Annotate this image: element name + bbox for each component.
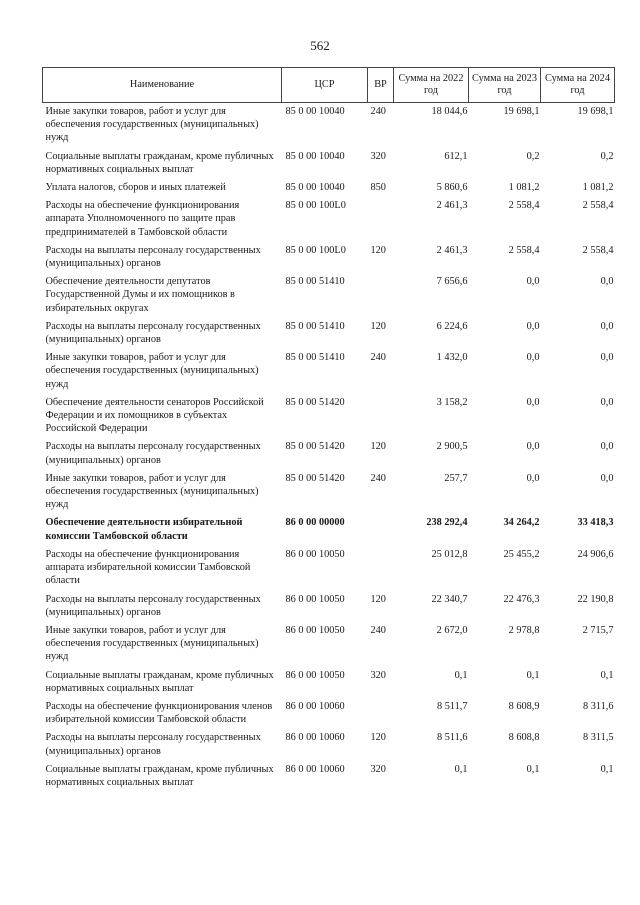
row-vr: 120 — [370, 732, 386, 744]
row-sum-2024: 0,0 — [600, 276, 614, 288]
row-csr: 86 0 00 10060 — [285, 700, 345, 712]
row-name: Расходы на обеспечение функционирования членов избирательной комиссии Тамбовской области — [45, 700, 273, 726]
row-name: Расходы на выплаты персоналу государственных (муниципальных) органов — [45, 441, 261, 466]
row-csr: 85 0 00 10040 — [285, 106, 345, 117]
budget-table — [42, 67, 615, 794]
table-row — [43, 763, 615, 794]
table-row — [43, 351, 615, 396]
row-sum-2023: 8 608,8 — [508, 732, 540, 744]
row-name: Уплата налогов, сборов и иных платежей — [45, 182, 226, 194]
row-csr: 85 0 00 51420 — [285, 396, 345, 408]
table-header-row — [43, 68, 615, 103]
table-row — [43, 700, 615, 731]
row-vr — [368, 548, 394, 593]
row-name: Расходы на обеспечение функционирования аппарата избирательной комиссии Тамбовской области — [45, 548, 251, 587]
row-sum-2023: 0,0 — [526, 320, 540, 332]
row-sum-2024: 0,0 — [600, 441, 614, 453]
table-row — [43, 516, 615, 547]
row-sum-2024: 0,0 — [600, 352, 614, 364]
row-name: Иные закупки товаров, работ и услуг для обеспечения государственных (муниципальных) нужд — [45, 472, 259, 511]
row-sum-2024: 22 190,8 — [577, 593, 614, 605]
header-vr: ВР — [368, 68, 394, 103]
row-sum-2022: 8 511,7 — [436, 700, 468, 712]
row-csr: 85 0 00 10040 — [285, 150, 345, 162]
row-sum-2022: 2 461,3 — [436, 244, 468, 256]
table-row — [43, 396, 615, 441]
row-vr — [368, 700, 394, 731]
row-sum-2023: 0,1 — [526, 763, 540, 775]
table-row — [43, 624, 615, 669]
row-csr: 86 0 00 10060 — [285, 732, 345, 744]
row-sum-2023: 19 698,1 — [503, 106, 540, 117]
row-sum-2024: 2 715,7 — [582, 624, 614, 636]
row-sum-2023: 1 081,2 — [508, 182, 540, 194]
row-sum-2022: 0,1 — [454, 763, 468, 775]
row-csr: 85 0 00 100L0 — [285, 200, 346, 212]
row-csr: 85 0 00 51410 — [285, 276, 345, 288]
row-name: Расходы на выплаты персоналу государственных (муниципальных) органов — [45, 244, 261, 270]
row-csr: 86 0 00 10050 — [285, 624, 345, 636]
page-number: 562 — [310, 38, 330, 53]
header-sum-2023: Сумма на 2023 год — [469, 68, 541, 103]
row-vr: 320 — [370, 763, 386, 775]
row-sum-2023: 2 558,4 — [508, 200, 540, 212]
row-sum-2022: 18 044,6 — [431, 106, 468, 117]
row-sum-2023: 25 455,2 — [503, 548, 540, 560]
table-row — [43, 181, 615, 199]
row-name: Социальные выплаты гражданам, кроме публичных нормативных социальных выплат — [45, 150, 274, 175]
row-csr: 86 0 00 10060 — [285, 763, 345, 775]
row-name: Обеспечение деятельности избирательной комиссии Тамбовской области — [45, 517, 243, 542]
row-csr: 85 0 00 51410 — [285, 320, 345, 332]
header-sum-2024: Сумма на 2024 год — [541, 68, 615, 103]
row-sum-2023: 0,1 — [526, 669, 540, 681]
row-sum-2023: 0,2 — [526, 150, 540, 162]
row-sum-2023: 2 558,4 — [508, 244, 540, 256]
row-sum-2024: 19 698,1 — [577, 106, 614, 117]
row-sum-2023: 22 476,3 — [503, 593, 540, 605]
row-sum-2023: 0,0 — [526, 352, 540, 364]
header-name: Наименование — [43, 68, 282, 103]
row-vr: 850 — [370, 182, 386, 194]
row-sum-2023: 8 608,9 — [508, 700, 540, 712]
row-sum-2023: 0,0 — [526, 441, 540, 453]
row-csr: 86 0 00 10050 — [285, 593, 345, 605]
table-row — [43, 669, 615, 700]
row-csr: 85 0 00 51420 — [285, 472, 345, 484]
row-sum-2022: 3 158,2 — [436, 396, 468, 408]
row-sum-2022: 1 432,0 — [436, 352, 468, 364]
row-sum-2022: 6 224,6 — [436, 320, 468, 332]
row-sum-2024: 2 558,4 — [582, 200, 614, 212]
table-row — [43, 244, 615, 275]
row-sum-2024: 0,0 — [600, 472, 614, 484]
row-vr — [368, 275, 394, 320]
table-row — [43, 103, 615, 150]
row-sum-2022: 2 461,3 — [436, 200, 468, 212]
table-row — [43, 548, 615, 593]
row-name: Иные закупки товаров, работ и услуг для обеспечения государственных (муниципальных) нужд — [45, 624, 259, 663]
row-sum-2024: 2 558,4 — [582, 244, 614, 256]
row-vr: 120 — [370, 441, 386, 453]
row-csr: 85 0 00 51410 — [285, 352, 345, 364]
table-row — [43, 472, 615, 517]
header-sum-2022: Сумма на 2022 год — [394, 68, 469, 103]
row-sum-2022: 257,7 — [444, 472, 468, 484]
row-vr: 320 — [370, 669, 386, 681]
header-csr: ЦСР — [282, 68, 368, 103]
row-name: Социальные выплаты гражданам, кроме публичных нормативных социальных выплат — [45, 763, 274, 788]
row-csr: 85 0 00 51420 — [285, 441, 345, 453]
row-vr: 120 — [370, 593, 386, 605]
row-vr — [368, 396, 394, 441]
row-sum-2024: 0,0 — [600, 396, 614, 408]
row-sum-2022: 612,1 — [444, 150, 468, 162]
row-name: Расходы на выплаты персоналу государственных (муниципальных) органов — [45, 593, 261, 618]
row-sum-2023: 2 978,8 — [508, 624, 540, 636]
row-sum-2022: 5 860,6 — [436, 182, 468, 194]
row-name: Иные закупки товаров, работ и услуг для обеспечения государственных (муниципальных) нужд — [45, 352, 259, 390]
row-vr: 240 — [370, 106, 386, 117]
row-name: Расходы на выплаты персоналу государственных (муниципальных) органов — [45, 732, 261, 757]
row-sum-2024: 0,1 — [600, 669, 614, 681]
row-vr — [368, 199, 394, 244]
row-sum-2024: 33 418,3 — [577, 517, 614, 529]
row-name: Расходы на выплаты персоналу государственных (муниципальных) органов — [45, 320, 261, 346]
row-csr: 86 0 00 00000 — [285, 517, 345, 529]
table-row — [43, 199, 615, 244]
row-csr: 85 0 00 10040 — [285, 182, 345, 194]
row-sum-2023: 34 264,2 — [503, 517, 540, 529]
row-sum-2022: 8 511,6 — [436, 732, 468, 744]
row-vr: 240 — [370, 352, 386, 364]
row-sum-2022: 2 900,5 — [436, 441, 468, 453]
table-row — [43, 593, 615, 624]
row-vr — [368, 516, 394, 547]
row-vr: 240 — [370, 472, 386, 484]
table-row — [43, 275, 615, 320]
row-sum-2022: 2 672,0 — [436, 624, 468, 636]
row-sum-2024: 8 311,6 — [582, 700, 614, 712]
row-sum-2023: 0,0 — [526, 396, 540, 408]
row-name: Обеспечение деятельности сенаторов Российской Федерации и их помощников в субъектах Российской Федерации — [45, 396, 264, 435]
row-vr: 320 — [370, 150, 386, 162]
row-csr: 86 0 00 10050 — [285, 548, 345, 560]
row-vr: 240 — [370, 624, 386, 636]
row-sum-2024: 8 311,5 — [582, 732, 614, 744]
table-row — [43, 320, 615, 351]
row-name: Социальные выплаты гражданам, кроме публичных нормативных социальных выплат — [45, 669, 274, 694]
row-sum-2023: 0,0 — [526, 276, 540, 288]
row-name: Обеспечение деятельности депутатов Государственной Думы и их помощников в избирательных округах — [45, 276, 235, 314]
row-sum-2024: 0,1 — [600, 763, 614, 775]
table-row — [43, 150, 615, 181]
table-row — [43, 731, 615, 762]
row-sum-2022: 238 292,4 — [426, 517, 468, 529]
row-vr: 120 — [370, 244, 386, 256]
row-sum-2022: 7 656,6 — [436, 276, 468, 288]
row-sum-2023: 0,0 — [526, 472, 540, 484]
row-csr: 86 0 00 10050 — [285, 669, 345, 681]
row-sum-2022: 25 012,8 — [431, 548, 468, 560]
row-sum-2022: 0,1 — [454, 669, 468, 681]
row-csr: 85 0 00 100L0 — [285, 244, 346, 256]
row-sum-2024: 0,0 — [600, 320, 614, 332]
row-sum-2022: 22 340,7 — [431, 593, 468, 605]
row-name: Расходы на обеспечение функционирования аппарата Уполномоченного по защите прав предпринимателей в Тамбовской области — [45, 200, 240, 238]
row-sum-2024: 24 906,6 — [577, 548, 614, 560]
table-row — [43, 440, 615, 471]
row-vr: 120 — [370, 320, 386, 332]
row-sum-2024: 1 081,2 — [582, 182, 614, 194]
row-sum-2024: 0,2 — [600, 150, 614, 162]
row-name: Иные закупки товаров, работ и услуг для обеспечения государственных (муниципальных) нужд — [45, 106, 259, 144]
